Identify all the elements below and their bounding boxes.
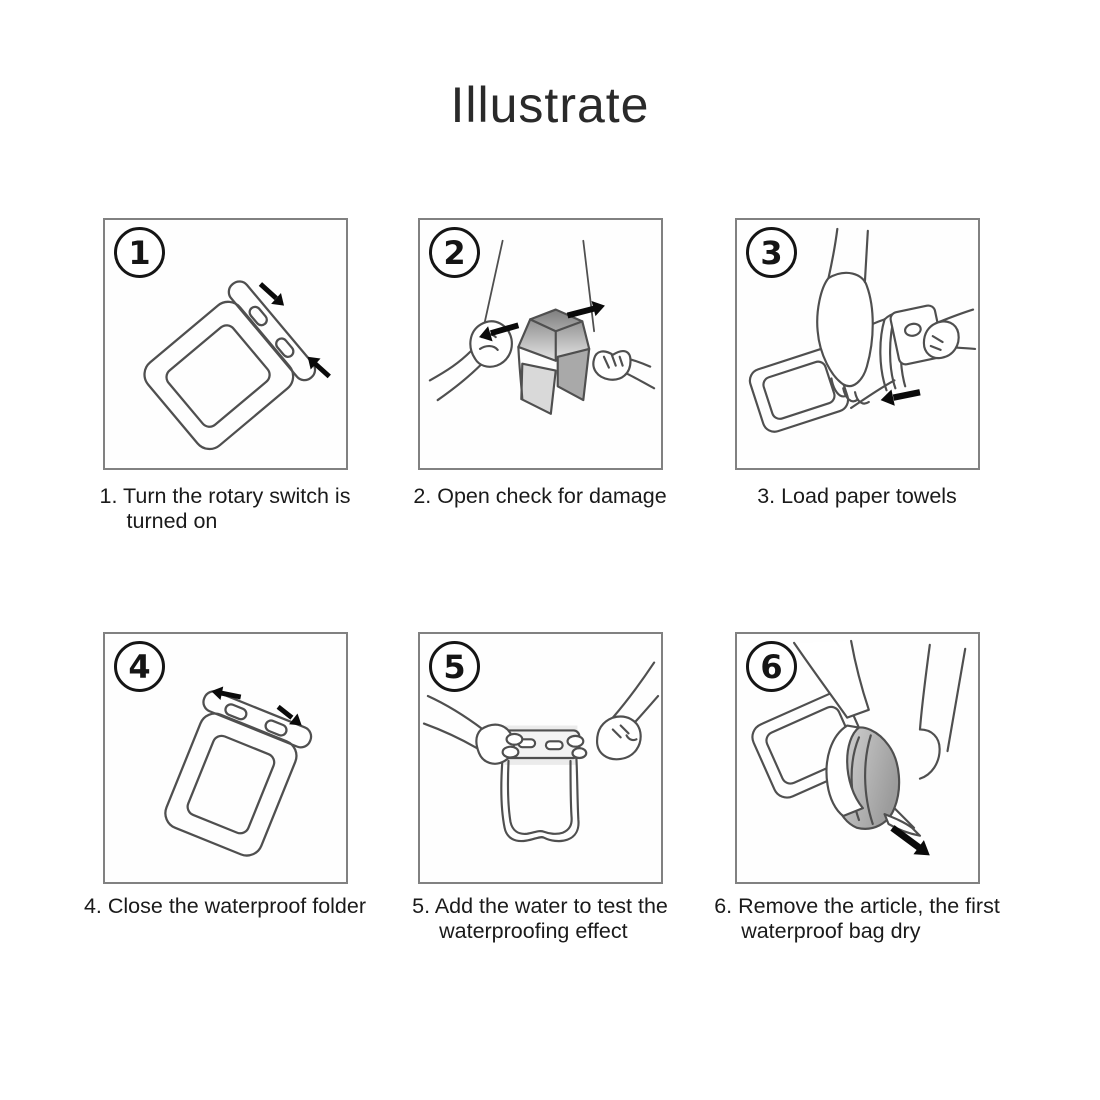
left-forearm xyxy=(428,696,483,729)
left-fingertip xyxy=(503,747,519,758)
load-arrow-icon xyxy=(881,389,920,405)
left-arm xyxy=(430,351,471,381)
press-arrow-icon xyxy=(308,357,330,377)
page-title: Illustrate xyxy=(450,77,650,133)
towel-roll-line xyxy=(880,319,886,390)
clip-slot xyxy=(546,741,563,749)
pouch-window xyxy=(185,733,277,836)
step-number-badge: 3 xyxy=(746,227,797,278)
pouch-outline xyxy=(161,709,302,860)
step-number-badge: 5 xyxy=(429,641,480,692)
right-hand xyxy=(597,717,641,760)
panel-step-5 xyxy=(418,632,663,884)
pouch-frame-inner xyxy=(761,360,836,421)
step-caption-4: 4. Close the waterproof folder xyxy=(83,894,367,918)
step-caption-3: 3. Load paper towels xyxy=(757,484,957,508)
open-arrow-icon xyxy=(568,301,605,316)
step-number-badge: 2 xyxy=(429,227,480,278)
right-forearm xyxy=(948,649,966,751)
left-fingertip xyxy=(507,734,523,745)
panel-step-4 xyxy=(103,632,348,884)
bag-side-flap xyxy=(558,349,589,400)
step-number-badge: 1 xyxy=(114,227,165,278)
close-arrow-icon xyxy=(211,686,241,700)
panel-step-3 xyxy=(735,218,980,470)
left-forearm xyxy=(424,724,477,749)
panel-step-6 xyxy=(735,632,980,884)
step-number-badge: 6 xyxy=(746,641,797,692)
step-caption-6: 6. Remove the article, the first waterproof bag dry xyxy=(714,894,1000,943)
step-caption-2: 2. Open check for damage xyxy=(413,484,667,508)
step-number-badge: 4 xyxy=(114,641,165,692)
right-forearm xyxy=(920,645,930,730)
bag-strap-line xyxy=(485,241,503,322)
left-forearm xyxy=(865,231,868,282)
bag-bottom-flap xyxy=(521,364,555,414)
step-caption-5: 5. Add the water to test the waterproofing effect xyxy=(412,894,668,943)
right-forearm xyxy=(613,663,654,718)
left-arm xyxy=(438,365,481,400)
left-forearm xyxy=(828,229,837,278)
bag-outline-inner xyxy=(508,761,572,834)
panel-step-1 xyxy=(103,218,348,470)
close-arrow-icon xyxy=(278,707,302,726)
press-arrow-icon xyxy=(260,284,284,306)
bag-strap-line xyxy=(583,241,594,331)
right-hand xyxy=(924,321,959,358)
panel-step-2 xyxy=(418,218,663,470)
right-fingertip xyxy=(572,748,586,758)
right-hand xyxy=(920,729,940,778)
right-fingertip xyxy=(568,736,584,747)
step-caption-1: 1. Turn the rotary switch is turned on xyxy=(99,484,351,533)
